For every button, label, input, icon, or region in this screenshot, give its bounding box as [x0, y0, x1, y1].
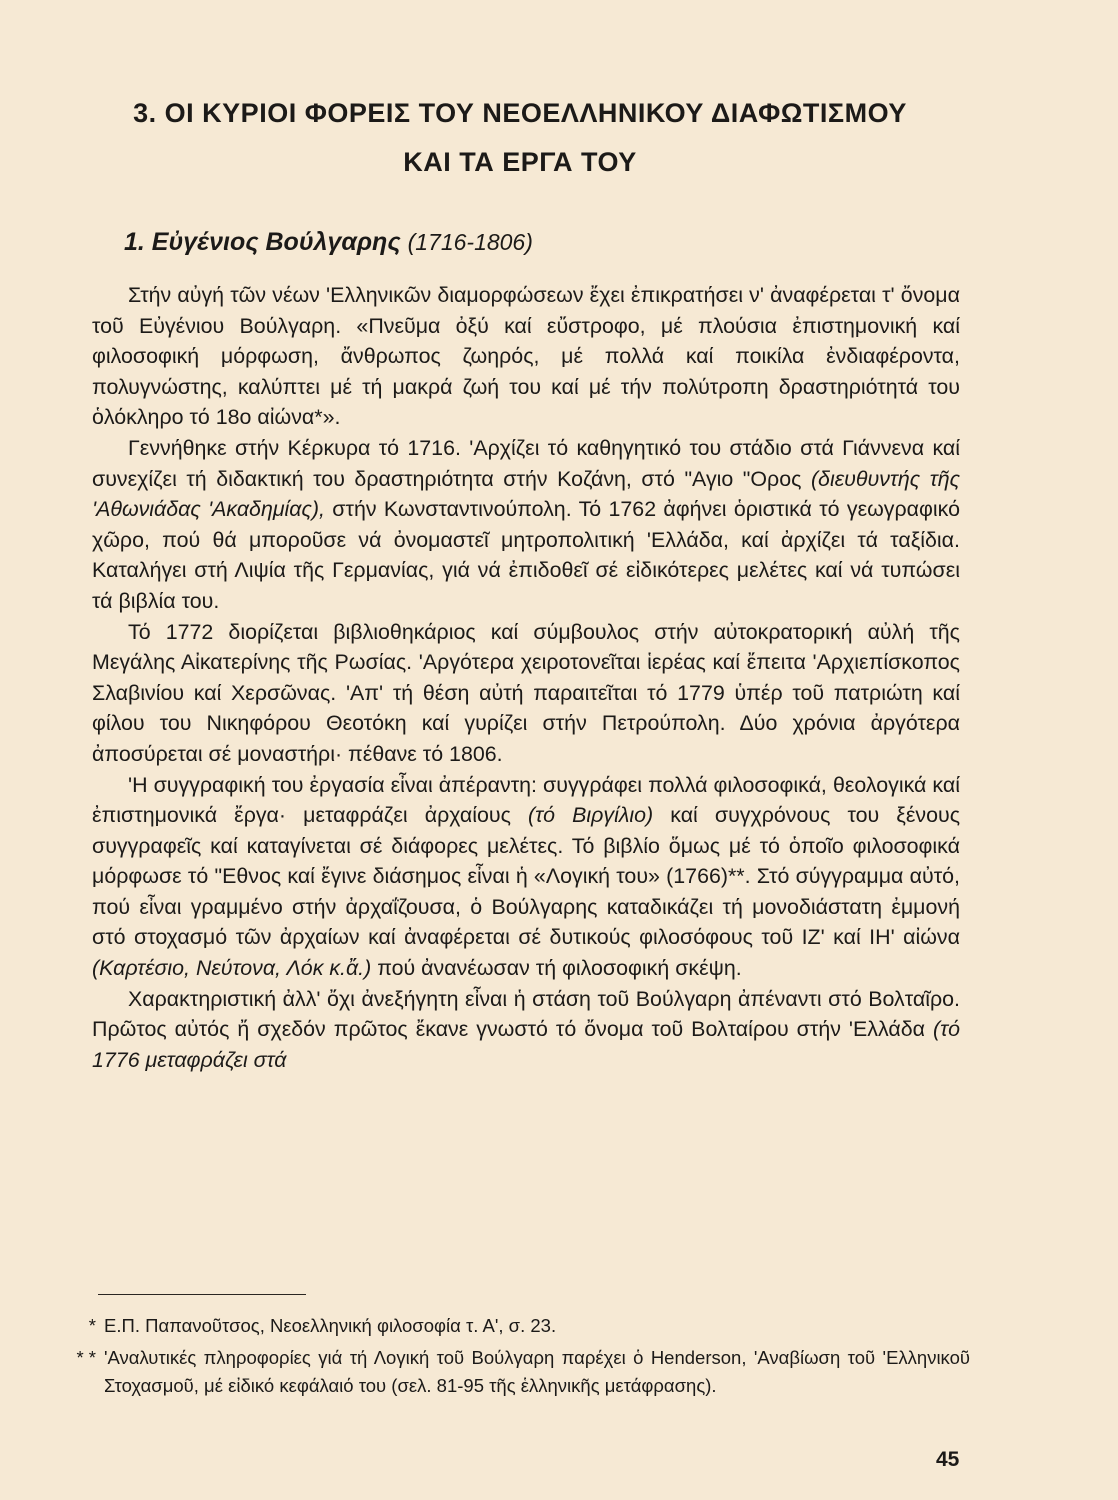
paragraph-4-text-a: 'Η συγγραφική του ἐργασία εἶναι ἀπέραντη: συγγράφει πολλά φιλοσοφικά, θεολογικά καί ἐπιστημονικά ἔργα· μεταφράζει ἀρχαίους	[92, 772, 960, 828]
footnotes	[70, 1312, 970, 1404]
paragraph-3: Τό 1772 διορίζεται βιβλιοθηκάριος καί σύμβουλος στήν αὐτοκρατορική αὐλή τῆς Μεγάλης Αἰκατερίνης τῆς Ρωσίας. 'Αργότερα χειροτονεῖται ἱερέας καί ἔπειτα 'Αρχιεπίσκοπος Σλαβινίου καί Χερσῶνας. 'Απ' τή θέση αὐτή παραιτεῖται τό 1779 ὑπέρ τοῦ πατριώτη καί φίλου του Νικηφόρου Θεοτόκη καί γυρίζει στήν Πετρούπολη. Δύο χρόνια ἀργότερα ἀποσύρεται σέ μοναστήρι· πέθανε τό 1806.	[92, 619, 960, 766]
chapter-heading-line-1: 3. ΟΙ ΚΥΡΙΟΙ ΦΟΡΕΙΣ ΤΟΥ ΝΕΟΕΛΛΗΝΙΚΟΥ ΔΙΑΦΩΤΙΣΜΟΥ	[133, 98, 907, 128]
footnote-1-mark: *	[88, 1315, 96, 1336]
chapter-heading-line-2: ΚΑΙ ΤΑ ΕΡΓΑ ΤΟΥ	[403, 147, 637, 177]
footnote-2-text: 'Αναλυτικές πληροφορίες γιά τή Λογική τοῦ Βούλγαρη παρέχει ὁ Henderson, 'Αναβίωση τοῦ 'Ελληνικοῦ Στοχασμοῦ, μέ εἰδικό κεφάλαιό του (σελ. 81-95 τῆς ἑλληνικῆς μετάφρασης).	[104, 1347, 970, 1396]
paragraph-4-italic-2: (Καρτέσιο, Νεύτονα, Λόκ κ.ἄ.)	[92, 956, 372, 981]
section-title: 1. Εὐγένιος Βούλγαρης	[124, 228, 401, 256]
paragraph-5-text-a: Χαρακτηριστική ἀλλ' ὄχι ἀνεξήγητη εἶναι ἡ στάση τοῦ Βούλγαρη ἀπέναντι στό Βολταῖρο. Πρῶτος αὐτός ἤ σχεδόν πρῶτος ἔκανε γνωστό τό ὄνομα τοῦ Βολταίρου στήν 'Ελλάδα	[92, 986, 960, 1042]
footnote-1-text: Ε.Π. Παπανοῦτσος, Νεοελληνική φιλοσοφία τ. Α', σ. 23.	[104, 1315, 557, 1336]
footnote-1	[70, 1312, 970, 1340]
paragraph-4-text-c: πού ἀνανέωσαν τή φιλοσοφική σκέψη.	[371, 956, 742, 981]
paragraph-2-text-b: στήν Κωνσταντινούπολη. Τό 1762 ἀφήνει ὁριστικά τό γεωγραφικό χῶρο, πού θά μποροῦσε νά ὀνομαστεῖ μητροπολιτική 'Ελλάδα, καί ἀρχίζει τά ταξίδια. Καταλήγει στή Λιψία τῆς Γερμανίας, γιά νά ἐπιδοθεῖ σέ εἰδικότερες μελέτες καί νά τυπώσει τά βιβλία του.	[92, 497, 960, 613]
paragraph-5-italic: (τό 1776 μεταφράζει στά	[92, 1017, 960, 1072]
paragraph-4	[92, 770, 960, 984]
paragraph-2-italic: (διευθυντής τῆς 'Αθωνιάδας 'Ακαδημίας),	[92, 466, 960, 522]
paragraph-4-text-b: καί συγχρόνους του ξένους συγγραφεῖς καί καταγίνεται σέ διάφορες μελέτες. Τό βιβλίο ὅμως μέ τό ὁποῖο φιλοσοφικά μόρφωσε τό "Εθνος καί ἔγινε διάσημος εἶναι ἡ «Λογική του» (1766)**. Στό σύγγραμμα αὐτό, πού εἶναι γραμμένο στήν ἀρχαΐζουσα, ὁ Βούλγαρης καταδικάζει τή μονοδιάστατη ἐμμονή στό στοχασμό τῶν ἀρχαίων καί ἀναφέρεται σέ δυτικούς φιλοσόφους τοῦ ΙΖ' καί ΙΗ' αἰώνα	[92, 803, 961, 950]
section-years: (1716-1806)	[407, 229, 533, 255]
paragraph-4-italic-1: (τό Βιργίλιο)	[528, 803, 654, 828]
body-text	[92, 280, 960, 1075]
section-heading	[124, 228, 533, 257]
page-number: 45	[936, 1448, 960, 1471]
paragraph-1: Στήν αὐγή τῶν νέων 'Ελληνικῶν διαμορφώσεων ἔχει ἐπικρατήσει ν' ἀναφέρεται τ' ὄνομα τοῦ Εὐγένιου Βούλγαρη. «Πνεῦμα ὀξύ καί εὔστροφο, μέ πλούσια ἐπιστημονική καί φιλοσοφική μόρφωση, ἄνθρωπος ζωηρός, μέ πολλά καί ποικίλα ἐνδιαφέροντα, πολυγνώστης, καλύπτει μέ τή μακρά ζωή του καί μέ τήν πολύτροπη δραστηριότητά του ὁλόκληρο τό 18ο αἰώνα*».	[92, 283, 960, 430]
paragraph-2	[92, 433, 960, 617]
paragraph-5	[92, 984, 960, 1076]
paragraph-2-text-a: Γεννήθηκε στήν Κέρκυρα τό 1716. 'Αρχίζει τό καθηγητικό του στάδιο στά Γιάννενα καί συνεχίζει τή διδακτική του δραστηριότητα στήν Κοζάνη, στό "Αγιο "Ορος	[92, 435, 960, 491]
footnote-divider	[98, 1294, 306, 1295]
footnote-2	[70, 1344, 970, 1400]
footnote-2-mark: * *	[76, 1347, 96, 1368]
